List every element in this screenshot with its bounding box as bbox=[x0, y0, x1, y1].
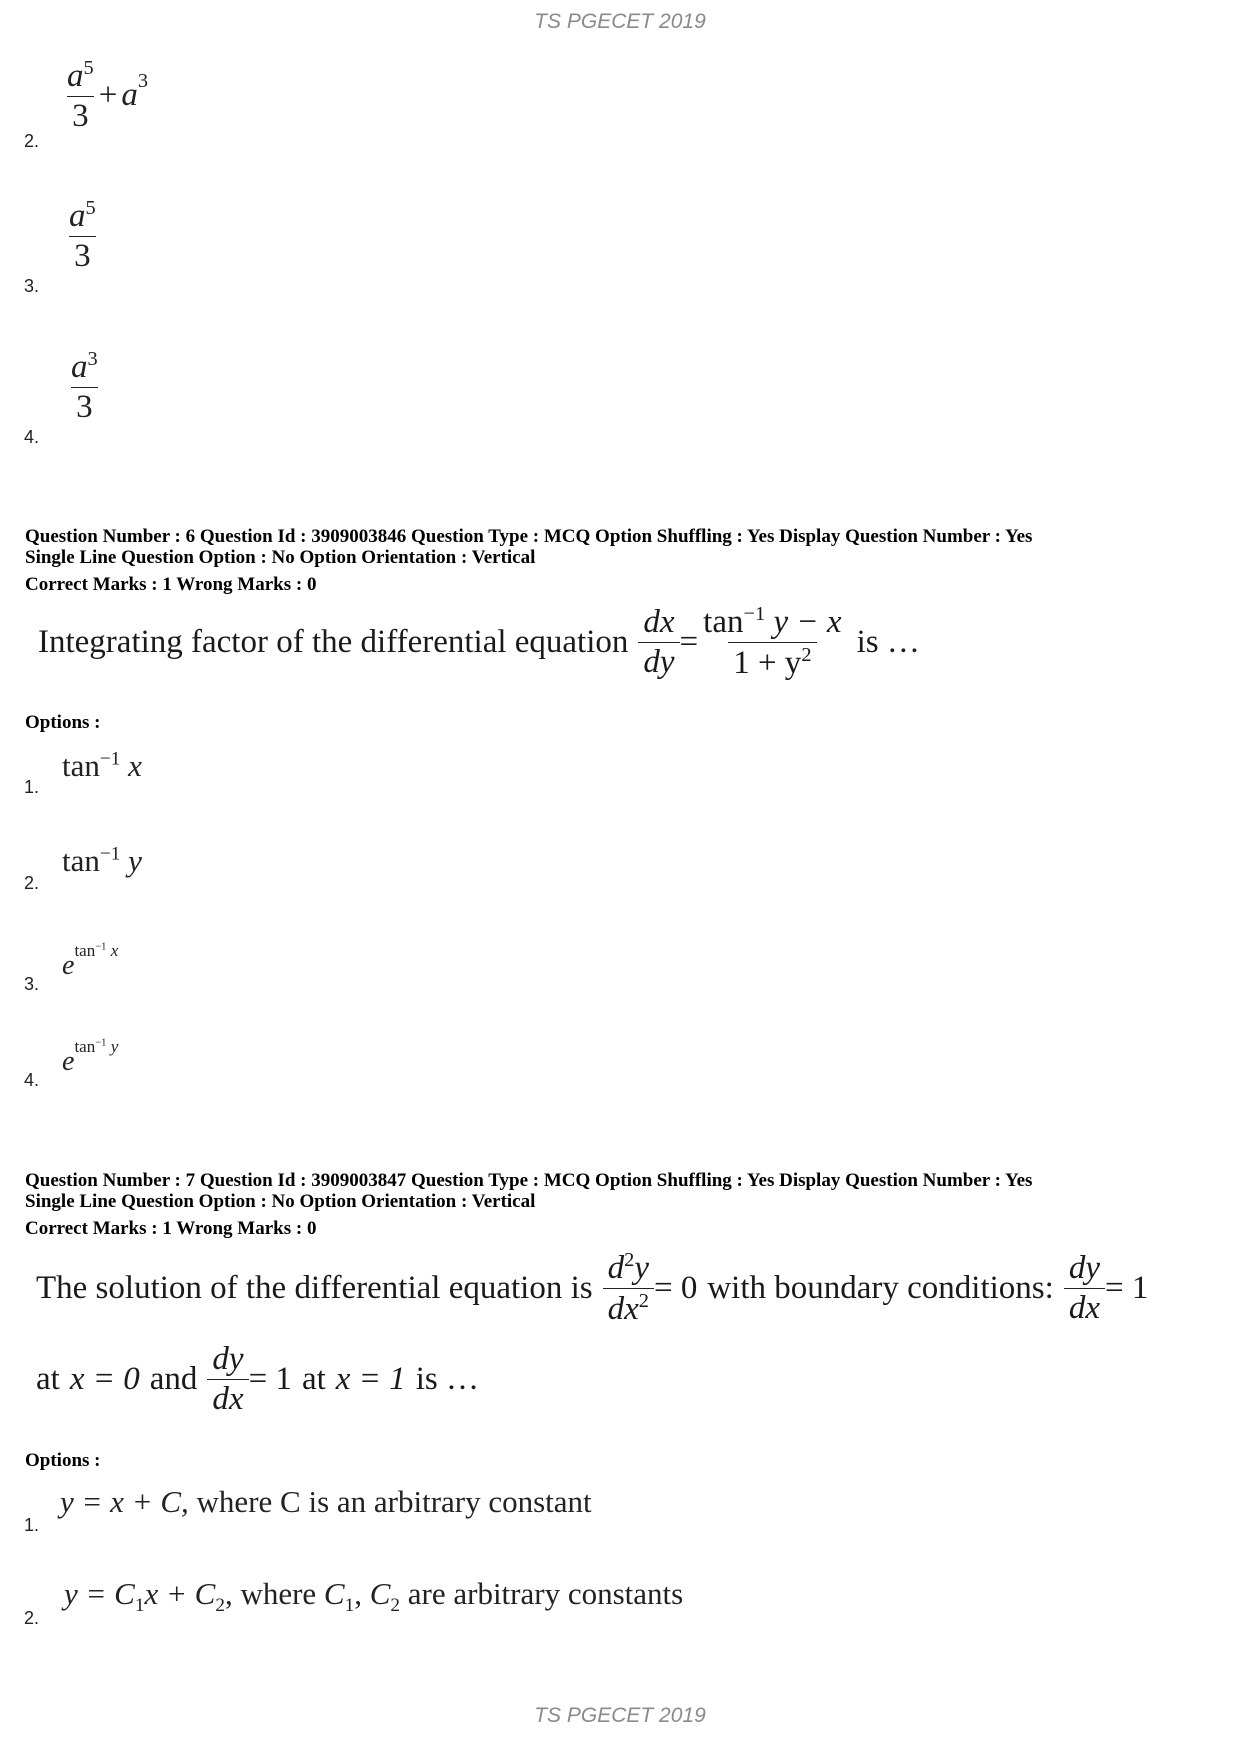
fraction-d2y-dx2: $\frac{d^2y}{dx^2}$ bbox=[603, 1250, 654, 1326]
option-number: 3. bbox=[24, 974, 40, 994]
option-number: 4. bbox=[24, 1070, 40, 1090]
page-footer: TS PGECET 2019 bbox=[534, 1704, 706, 1727]
option-number: 3. bbox=[24, 276, 40, 296]
fraction-rhs: $\frac{\tan^{-1} y - x}{1 + y^2}$ bbox=[703, 603, 842, 681]
options-label: Options : bbox=[25, 712, 101, 733]
question-6-meta: Question Number : 6 Question Id : 3909003846 Question Type : MCQ Option Shuffling : Yes Display Question Number : Yes Single Line Question Option : No Option Orientation : Vertical Correct Marks : 1 Wrong Marks : 0 bbox=[25, 526, 1033, 595]
option-expression bbox=[64, 198, 101, 273]
question-7-meta: Question Number : 7 Question Id : 3909003847 Question Type : MCQ Option Shuffling : Yes Display Question Number : Yes Single Line Question Option : No Option Orientation : Vertical Correct Marks : 1 Wrong Marks : 0 bbox=[25, 1170, 1033, 1239]
fraction-dy-dx: $\frac{dy}{dx}$ bbox=[1064, 1251, 1105, 1325]
option-number: 2. bbox=[24, 131, 40, 151]
question-7-text-line2: at x = 0 and $\frac{dy}{dx}$ = 1 at x = 1 is … bbox=[36, 1341, 479, 1417]
option-expression: $\tan^{-1} y$ bbox=[62, 843, 142, 878]
option-expression: $\tan^{-1} x$ bbox=[62, 748, 142, 783]
question-7-text-line1: The solution of the differential equation is $\frac{d^2y}{dx^2}$ = 0 with boundary conditions: $\frac{dy}{dx}$ = 1 bbox=[36, 1249, 1149, 1327]
option-number: 4. bbox=[24, 427, 40, 447]
fraction-dy-dx: $\frac{dy}{dx}$ bbox=[207, 1342, 248, 1416]
option-number: 1. bbox=[24, 1515, 40, 1535]
page-header: TS PGECET 2019 bbox=[534, 10, 706, 33]
fraction: $\frac{a^5}{3}$ bbox=[69, 197, 96, 274]
option-expression: $e^{tan^{-1} x}$ bbox=[62, 941, 119, 981]
fraction: $\frac{a^3}{3}$ bbox=[71, 348, 98, 425]
option-expression bbox=[66, 349, 103, 424]
option-expression: $\frac{a^5}{3}$ + a $^3$ bbox=[62, 58, 148, 133]
option-expression: $y = C_1x + C_2$, where $C_1$, $C_2$ are arbitrary constants bbox=[64, 1576, 684, 1617]
fraction: $\frac{a^5}{3}$ bbox=[67, 57, 94, 134]
option-expression: y = x + C, where C is an arbitrary constant bbox=[60, 1484, 592, 1519]
option-number: 2. bbox=[24, 1608, 40, 1628]
option-number: 2. bbox=[24, 873, 40, 893]
options-label: Options : bbox=[25, 1450, 101, 1471]
question-6-text: Integrating factor of the differential equation $\frac{dx}{dy}$ = $\frac{\tan^{-1} y - x}{1 + y^2}$ is … bbox=[38, 603, 920, 681]
option-expression: $e^{tan^{-1} y}$ bbox=[62, 1037, 119, 1077]
option-number: 1. bbox=[24, 777, 40, 797]
fraction-dx-dy: $\frac{dx}{dy}$ bbox=[638, 605, 679, 679]
